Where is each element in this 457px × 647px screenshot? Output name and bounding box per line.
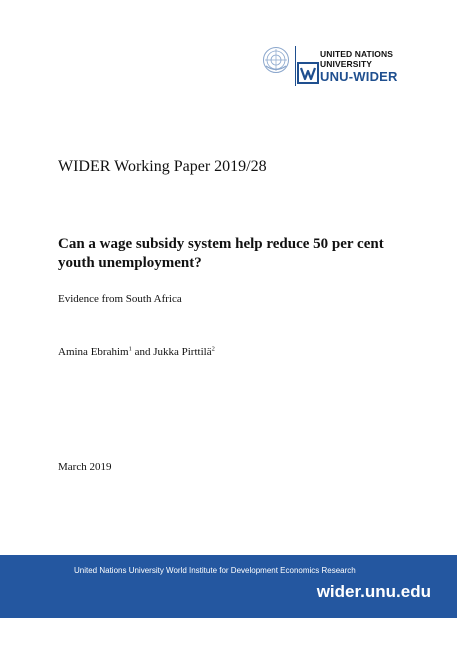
author-conjunction: and bbox=[131, 346, 154, 358]
author-name: Jukka Pirttilä bbox=[153, 346, 212, 358]
logo-text-line2: UNIVERSITY bbox=[320, 59, 373, 69]
wider-mark-icon bbox=[297, 62, 319, 84]
paper-title: Can a wage subsidy system help reduce 50 per cent youth unemployment? bbox=[58, 236, 384, 271]
unu-wider-logo bbox=[262, 44, 412, 90]
author-name: Amina Ebrahim bbox=[58, 346, 129, 358]
footer-banner bbox=[0, 555, 457, 618]
logo-divider bbox=[295, 46, 296, 86]
un-emblem-icon bbox=[262, 46, 290, 74]
publication-date: March 2019 bbox=[58, 461, 112, 473]
author-affiliation-mark: 2 bbox=[211, 345, 215, 353]
author-affiliation-mark: 1 bbox=[128, 345, 132, 353]
institute-name: United Nations University World Institute for Development Economics Research bbox=[74, 566, 356, 575]
logo-brand: UNU-WIDER bbox=[320, 69, 398, 84]
series-label: WIDER Working Paper 2019/28 bbox=[58, 158, 267, 175]
website-url: wider.unu.edu bbox=[316, 582, 431, 601]
logo-text-line1: UNITED NATIONS bbox=[320, 49, 394, 59]
author-line bbox=[58, 346, 215, 358]
paper-subtitle: Evidence from South Africa bbox=[58, 293, 182, 305]
